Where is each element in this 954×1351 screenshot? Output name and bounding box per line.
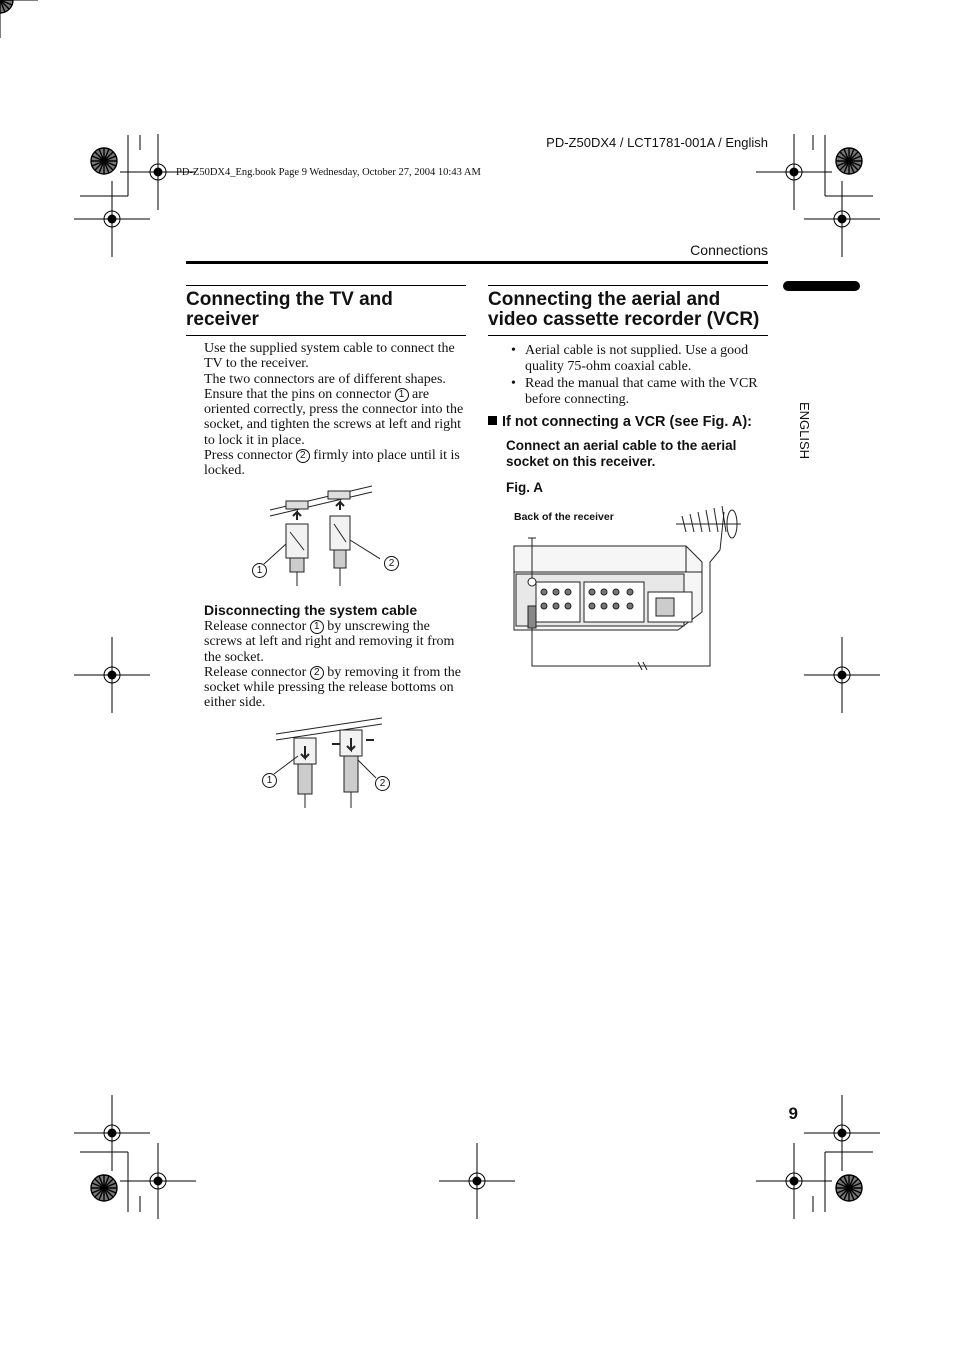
list-item: • Aerial cable is not supplied. Use a good quality 75-ohm coaxial cable.: [505, 343, 768, 375]
list-item: • Read the manual that came with the VCR before connecting.: [505, 376, 768, 408]
press-connector-paragraph: Press connector 2 firmly into place until it is locked.: [204, 448, 460, 479]
connector-2-badge: 2: [296, 449, 310, 463]
rear-panel-diagram: [506, 502, 752, 674]
left-heading-line1: Connecting the TV and: [186, 289, 393, 310]
left-heading-line2: receiver: [186, 309, 259, 330]
right-heading-line1: Connecting the aerial and: [488, 289, 721, 310]
disconnect-instructions: [204, 619, 466, 711]
callout-1: 1: [252, 563, 267, 578]
right-heading-top-rule: [488, 285, 768, 286]
callout-2: 2: [375, 776, 390, 791]
disconnect-cable-illustration: [270, 716, 384, 808]
left-heading-top-rule: [186, 285, 466, 286]
right-heading-line2: video cassette recorder (VCR): [488, 309, 760, 330]
figure-caption: Back of the receiver: [514, 511, 614, 523]
language-side-label: ENGLISH: [797, 402, 812, 460]
intro-paragraph: Use the supplied system cable to connect the TV to the receiver.: [204, 341, 455, 372]
connect-cable-illustration: [250, 484, 380, 586]
connector-1-badge: 1: [395, 388, 409, 402]
left-heading: [186, 290, 466, 330]
section-tab-marker: [783, 281, 860, 291]
square-bullet-icon: [488, 416, 497, 425]
callout-2: 2: [384, 556, 399, 571]
header-rule: [186, 261, 768, 264]
tv-connection-instructions: [204, 341, 466, 479]
connector-shape-paragraph: The two connectors are of different shapes. Ensure that the pins on connector 1 are oriented correctly, press the connector into the socket, and tighten the screws at left and right to lock it in place.: [204, 371, 464, 448]
right-heading-bottom-rule: [488, 335, 768, 336]
aerial-notes-list: [505, 343, 768, 409]
aerial-instruction: Connect an aerial cable to the aerial socket on this receiver.: [506, 438, 737, 469]
connector-2-badge: 2: [310, 666, 324, 680]
aerial-antenna-icon: [676, 506, 741, 550]
no-vcr-subheading: If not connecting a VCR (see Fig. A):: [488, 414, 752, 430]
disconnect-step-1: Release connector 1 by unscrewing the screws at left and right and removing it from the socket.: [204, 619, 455, 665]
right-heading: [488, 290, 778, 330]
left-heading-bottom-rule: [186, 335, 466, 336]
section-title: Connections: [690, 242, 768, 258]
page-number: 9: [788, 1104, 798, 1123]
disconnect-step-2: Release connector 2 by removing it from the socket while pressing the release bottoms on either side.: [204, 664, 461, 711]
document-id: PD-Z50DX4 / LCT1781-001A / English: [546, 135, 768, 150]
book-info-line: PD-Z50DX4_Eng.book Page 9 Wednesday, October 27, 2004 10:43 AM: [176, 167, 481, 178]
figure-label: Fig. A: [506, 480, 543, 495]
disconnect-title: Disconnecting the system cable: [204, 602, 418, 618]
callout-1: 1: [262, 773, 277, 788]
connector-1-badge: 1: [310, 620, 324, 634]
